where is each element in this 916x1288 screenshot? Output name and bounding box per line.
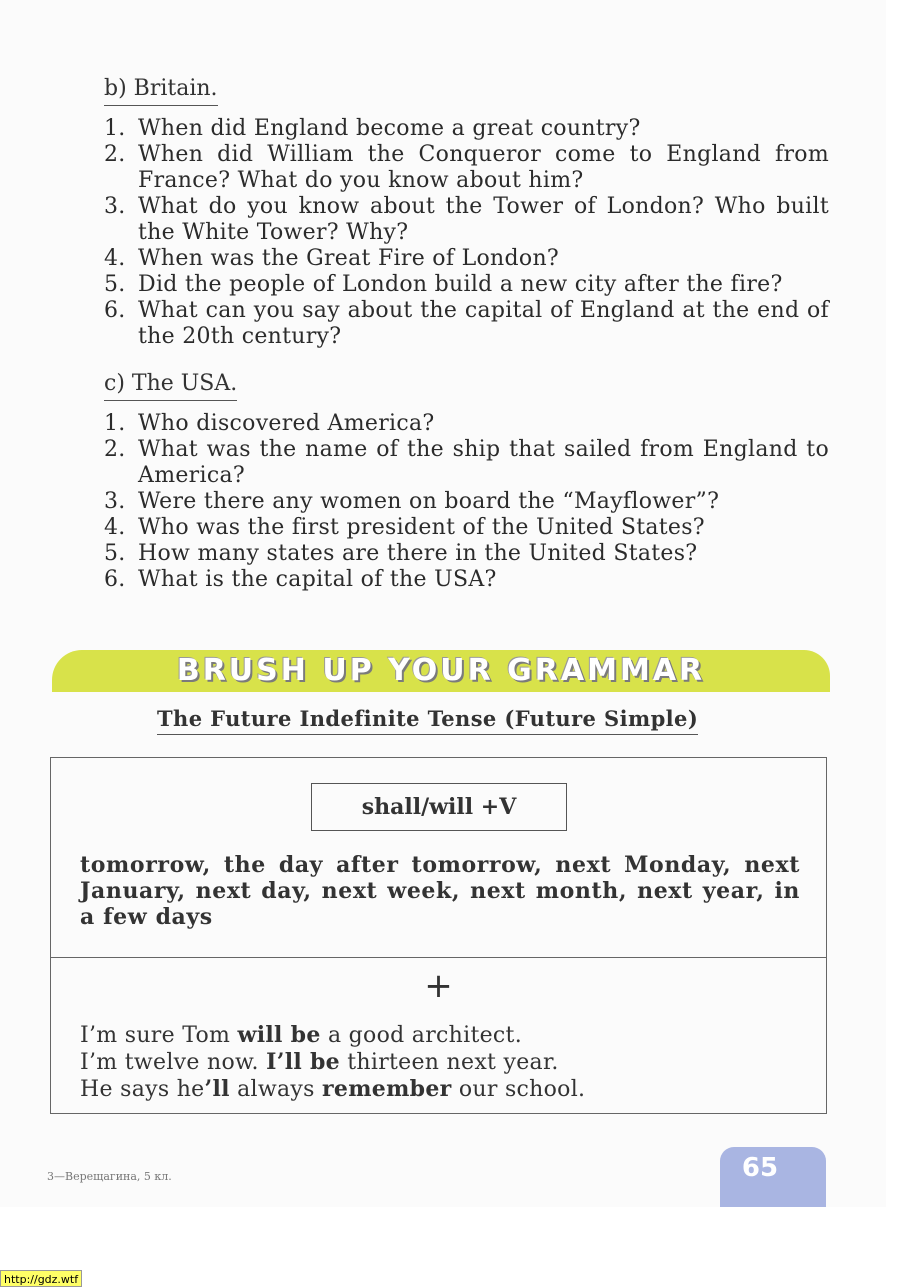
example-sentence: I’m twelve now. I’ll be thirteen next year.: [80, 1049, 559, 1075]
question-item: [104, 194, 829, 246]
question-item: [104, 272, 829, 298]
question-text: Were there any women on board the “Mayflower”?: [138, 489, 720, 514]
question-item: [104, 142, 829, 194]
watermark-link[interactable]: http://gdz.wtf: [0, 1270, 82, 1287]
question-number: 6.: [104, 298, 126, 323]
section-title-britain: b) Britain.: [104, 76, 218, 106]
question-text: How many states are there in the United States?: [138, 541, 698, 566]
question-item: [104, 411, 829, 437]
question-number: 1.: [104, 116, 126, 141]
plus-icon: +: [424, 966, 453, 1006]
question-number: 2.: [104, 437, 126, 462]
question-number: 6.: [104, 567, 126, 592]
tense-formula: shall/will +V: [311, 783, 567, 831]
question-text: When did William the Conqueror come to England from France? What do you know about him?: [138, 142, 829, 193]
question-item: [104, 515, 829, 541]
question-text: When did England become a great country?: [138, 116, 641, 141]
footer-note: 3—Верещагина, 5 кл.: [47, 1170, 172, 1183]
grammar-banner: [52, 650, 830, 692]
usa-question-list: [104, 411, 829, 593]
grammar-banner-text: BRUSH UP YOUR GRAMMAR: [176, 653, 706, 688]
question-text: What can you say about the capital of England at the end of the 20th century?: [138, 298, 829, 349]
question-number: 2.: [104, 142, 126, 167]
page-number-badge: [720, 1147, 826, 1207]
page-number: 65: [741, 1153, 779, 1183]
question-item: [104, 116, 829, 142]
question-number: 4.: [104, 246, 126, 271]
grammar-rule-box: [50, 757, 827, 1114]
question-text: When was the Great Fire of London?: [138, 246, 560, 271]
page-margin: [886, 0, 916, 1287]
example-sentence: He says he’ll always remember our school.: [80, 1076, 586, 1102]
example-sentences: [80, 1022, 800, 1103]
question-text: Who was the first president of the United States?: [138, 515, 705, 540]
question-number: 3.: [104, 194, 126, 219]
question-item: [104, 298, 829, 350]
section-title-usa: c) The USA.: [104, 371, 237, 401]
rule-divider: [51, 957, 826, 958]
grammar-rule-title: The Future Indefinite Tense (Future Simple): [157, 706, 698, 735]
question-item: [104, 567, 829, 593]
question-item: [104, 489, 829, 515]
question-text: What do you know about the Tower of London? Who built the White Tower? Why?: [138, 194, 829, 245]
question-item: [104, 246, 829, 272]
question-text: What was the name of the ship that sailed from England to America?: [138, 437, 829, 488]
question-text: Did the people of London build a new city after the fire?: [138, 272, 783, 297]
question-number: 1.: [104, 411, 126, 436]
britain-question-list: [104, 116, 829, 350]
question-number: 3.: [104, 489, 126, 514]
question-item: [104, 437, 829, 489]
question-text: What is the capital of the USA?: [138, 567, 497, 592]
example-sentence: I’m sure Tom will be a good architect.: [80, 1022, 522, 1048]
question-number: 5.: [104, 541, 126, 566]
question-number: 4.: [104, 515, 126, 540]
question-item: [104, 541, 829, 567]
question-number: 5.: [104, 272, 126, 297]
question-text: Who discovered America?: [138, 411, 435, 436]
time-markers: tomorrow, the day after tomorrow, next Monday, next January, next day, next week, next month, next year, in a few days: [80, 852, 800, 930]
